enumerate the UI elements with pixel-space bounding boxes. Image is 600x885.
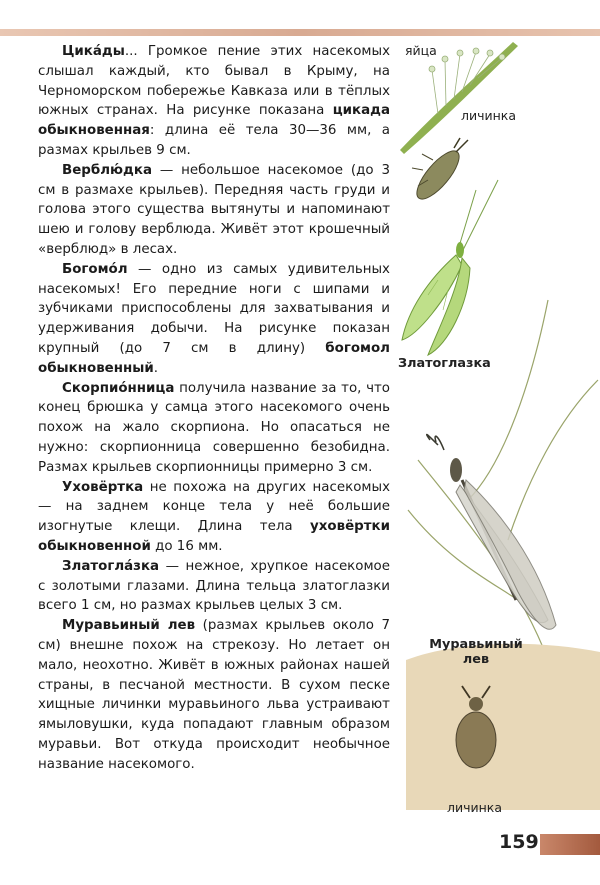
term-lacewing: Златогла́зка	[62, 558, 160, 574]
lacewing-adult-icon	[402, 180, 498, 355]
term-earwig: Уховёртка	[62, 479, 144, 495]
label-larva-bottom: личинка	[447, 800, 503, 815]
text: ... Громкое пение этих насекомых слышал каждый, кто бывал в Крыму, на Черноморском побережье Кавказа или в тёплых южных странах. На рисунке показана	[38, 44, 390, 119]
top-decorative-strip	[0, 0, 600, 40]
sand-pit-icon	[406, 644, 600, 810]
antlion-adult-icon	[427, 435, 556, 630]
text: — небольшое насекомое (до 3 см в размахе крыльев). Передняя часть груди и голова этого существа вытянуты и напоминают шею и голову верблюда. Живёт этот крошечный «верблюд» в лесах.	[38, 162, 390, 257]
label-eggs: яйца	[405, 43, 437, 58]
label-antlion	[424, 637, 528, 667]
term-scorpionfly: Скорпио́нница	[62, 380, 175, 396]
species-cicada: цикада обыкновенная	[38, 103, 390, 139]
paragraph-lacewing	[38, 557, 390, 616]
text: : длина её тела 30—36 мм, а размах крыльев 9 см.	[38, 123, 390, 158]
lacewing-eggs-icon	[429, 48, 505, 114]
page-number-bar	[540, 834, 600, 855]
term-antlion: Муравьиный лев	[62, 618, 196, 634]
text: не похожа на других насекомых — на заднем конце тела у неё большие изогнутые клещи. Длина тела	[38, 479, 390, 535]
text: .	[153, 360, 159, 376]
text: (размах крыльев около 7 см) внешне похож на стрекозу. Но летает он мало, неохотно. Живёт в южных районах нашей страны, в песчаной местности. В сухом песке хищные личинки муравьиного льва устраивают ямыловушки, куда попадают главным образом муравьи. Вот откуда происходит необычное название насекомого.	[38, 618, 390, 772]
main-text-column	[38, 42, 390, 774]
species-mantis: богомол обыкновенный	[38, 340, 390, 376]
lacewing-larva-icon	[410, 138, 468, 205]
insect-illustration	[398, 40, 600, 820]
term-cicada: Цика́ды	[62, 44, 125, 59]
paragraph-snakefly	[38, 161, 390, 260]
text: до 16 мм.	[150, 538, 223, 554]
paragraph-mantis	[38, 260, 390, 379]
paragraph-earwig	[38, 478, 390, 557]
term-mantis: Богомо́л	[62, 261, 128, 277]
text: получила название за то, что конец брюшка у самца этого насекомого очень похож на жало скорпиона. Но опасаться не нужно: скорпионница совершенно безобидна. Размах крыльев скорпионницы примерно 3 см.	[38, 380, 390, 475]
species-earwig: уховёртки обыкновенной	[38, 519, 390, 554]
antlion-larva-icon	[456, 712, 496, 768]
top-strip-band	[0, 29, 600, 36]
paragraph-cicada	[38, 42, 390, 161]
grass-stems-icon	[408, 300, 598, 660]
label-larva-top: личинка	[461, 108, 517, 123]
label-antlion-line2: лев	[462, 652, 490, 667]
paragraph-antlion	[38, 616, 390, 774]
term-snakefly: Верблю́дка	[62, 162, 152, 178]
paragraph-scorpionfly	[38, 379, 390, 478]
page-number: 159	[499, 831, 539, 853]
label-antlion-line1: Муравьиный	[429, 637, 523, 652]
text: — нежное, хрупкое насекомое с золотыми глазами. Длина тельца златоглазки всего 1 см, но размах крыльев целых 3 см.	[38, 558, 390, 614]
label-lacewing: Златоглазка	[398, 356, 491, 371]
text: — одно из самых удивительных насекомых! Его передние ноги с шипами и зубчиками приспособлены для захватывания и удерживания добычи. На рисунке показан крупный (до 7 см в длину)	[38, 261, 390, 356]
